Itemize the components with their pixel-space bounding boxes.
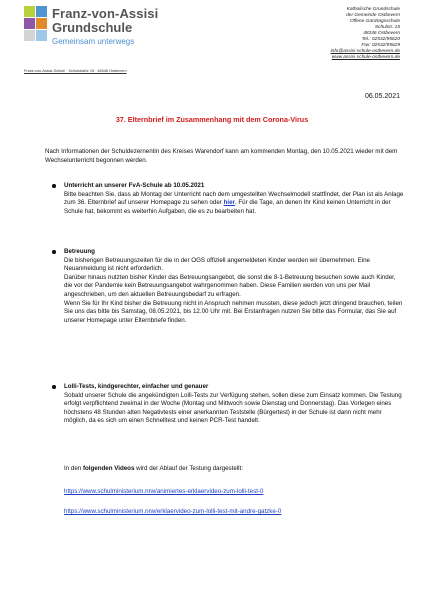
text-span-bold: folgenden Videos [82,465,135,472]
email-link[interactable]: info@assisi-schule-ostbevern.de [330,49,400,54]
section-betreuung [64,248,404,325]
address-line: der Gemeinde Ostbevern [346,13,400,18]
logo-tile [24,30,35,41]
video-link-1[interactable]: https://www.schulministerium.nrw/animiertes-erklaervideo-zum-lolli-test-0 [64,488,264,495]
text-span: In den [64,465,83,472]
text-span: . Für die Tage, an denen Ihr Kind keinen Unterricht in der Schule hat, bekommt es weiterhin Aufgaben, die es zu bearbeiten hat. [64,199,391,215]
video-link-2[interactable]: https://www.schulministerium.nrw/erklaervideo-zum-lolli-test-mit-andre-gatzke-0 [64,508,282,515]
address-line: Offene Ganztagsschule [349,19,400,24]
section-text: Sobald unserer Schule die angekündigten Lolli-Tests zur Verfügung stehen, sollen diese zum Einsatz kommen. Die Testung erfolgt verpflichtend zweimal in der Woche (Montag und Mittwoch sowie Dienstag und Donnerstag). Das Vorlegen eines höchstens 48 Stunden alten Negativtests einer anerkannten Teststelle (Bürgertest) in der Schule ist dann nicht mehr möglich, da es sich um einen Schnelltest und keinen PCR-Test handelt. [64,391,402,425]
section-heading: Unterricht an unserer FvA-Schule ab 10.05.2021 [64,182,205,189]
address-line: 48346 Ostbevern [363,31,400,36]
section-unterricht [64,182,404,216]
section-heading: Betreuung [64,248,95,255]
videos-intro [64,465,243,474]
address-line: Fax: 02532/95629 [361,43,400,48]
logo-tile [36,18,47,29]
section-text: Wenn Sie für Ihr Kind bisher die Betreuung nicht in Anspruch nehmen mussten, diese jedoch jetzt dringend brauchen, teilen Sie uns das bitte bis Samstag, 08.05.2021, bis 12.00 Uhr mit. Bei Erstanfragen nutzen Sie bitte das Formular, das Sie auf unserer Homepage unter Elternbriefe finden. [64,299,403,324]
bullet-icon [52,385,56,389]
address-line: Katholische Grundschule [346,7,400,12]
logo-tile [36,30,47,41]
logo-tile [36,6,47,17]
bullet-icon [52,184,56,188]
section-heading: Lolli-Tests, kindgerechter, einfacher und genauer [64,383,209,390]
logo-tile [24,18,35,29]
brand-name-line1: Franz-von-Assisi [52,6,159,21]
brand-tagline: Gemeinsam unterwegs [52,37,135,46]
school-address [331,7,400,61]
hier-link[interactable]: hier [223,199,235,207]
letter-date: 06.05.2021 [364,93,400,100]
section-text [64,191,404,217]
school-brand [52,7,158,47]
text-span: Bitte beachten Sie, dass ab Montag der Unterricht nach dem umgestellten Wechselmodell stattfindet, der Plan ist als Anlage zum 36. Elternbrief auf unserer Homepage zu sehen oder [64,190,404,207]
address-line: Tel.: 02532/95620 [361,37,400,42]
website-link[interactable]: www.assisi-schule-ostbevern.de [331,55,400,60]
logo-tile [24,6,35,17]
brand-name-line2: Grundschule [52,20,133,35]
intro-paragraph: Nach Informationen der Schuldezernentin des Kreises Warendorf kann am kommenden Montag, den 10.05.2021 wieder mit dem Wechselunterricht begonnen werden. [45,148,398,164]
section-text: Darüber hinaus nutzten bisher Kinder das Betreuungsangebot, die sonst die 8-1-Betreuung besuchen sowie auch Kinder, die vor der Pandemie kein Betreuungsangebot wahrgenommen haben. Diese Familien werden von uns per Mail angeschrieben, um den aktuellen Betreuungsbedarf zu erfragen. [64,273,396,298]
address-line: Schulstr. 15 [374,25,400,30]
bullet-icon [52,250,56,254]
section-lolli-tests [64,383,404,426]
text-span: wird der Ablauf der Testung dargestellt: [134,465,243,472]
section-text: Die bisherigen Betreuungszeiten für die in der OGS offiziell angemeldeten Kinder werden wir übernehmen. Eine Neuanmeldung ist nicht erforderlich. [64,256,371,273]
sender-line: Franz-von-Assisi-Schule · Schulstraße 15 · 48346 Ostbevern [24,69,127,73]
letter-title: 37. Elternbrief im Zusammenhang mit dem Corona-Virus [115,115,309,124]
